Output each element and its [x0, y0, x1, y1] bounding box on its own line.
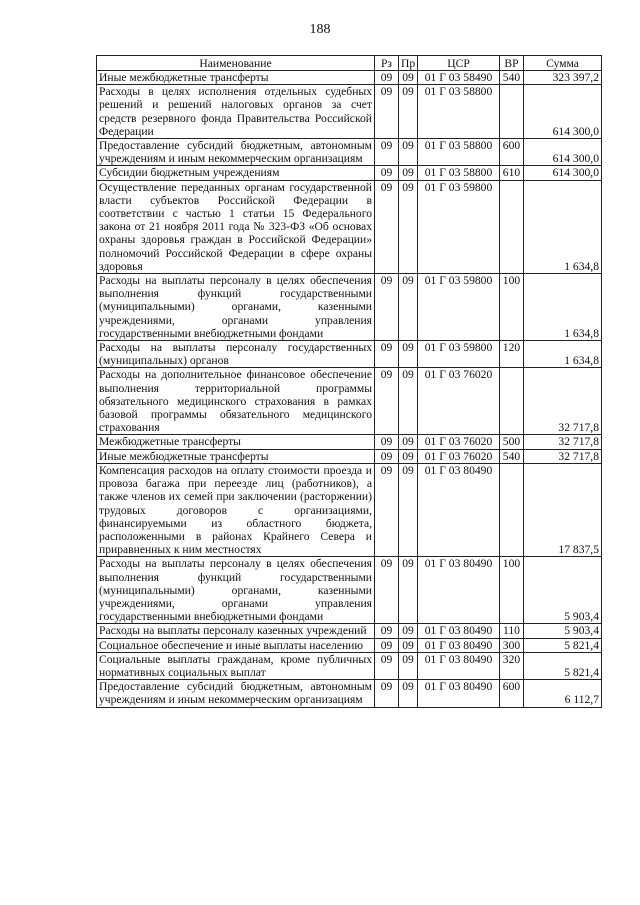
cell-name: Расходы на выплаты персоналу казенных учреждений: [97, 624, 375, 638]
table-row: [97, 274, 602, 341]
cell-vr: 600: [500, 680, 524, 707]
cell-pr: 09: [399, 652, 418, 679]
cell-sum: 32 717,8: [524, 449, 602, 463]
cell-name: Компенсация расходов на оплату стоимости проезда и провоза багажа при переезде лиц (работников), а также членов их семей при заключении (расторжении) трудовых договоров с организациями, финансируемыми из областного бюджета, расположенными в районах Крайнего Севера и приравненных к ним местностях: [97, 463, 375, 556]
cell-sum: 32 717,8: [524, 435, 602, 449]
cell-vr: 100: [500, 557, 524, 624]
cell-vr: 610: [500, 166, 524, 180]
cell-name: Социальные выплаты гражданам, кроме публичных нормативных социальных выплат: [97, 652, 375, 679]
table-row: [97, 680, 602, 707]
cell-name: Иные межбюджетные трансферты: [97, 449, 375, 463]
table-body: [97, 71, 602, 708]
cell-vr: 540: [500, 449, 524, 463]
header-pr: Пр: [399, 56, 418, 71]
header-rz: Рз: [375, 56, 399, 71]
cell-name: Расходы на дополнительное финансовое обеспечение выполнения территориальной программы обязательного медицинского страхования в рамках базовой программы обязательного медицинского страхования: [97, 368, 375, 435]
cell-csr: 01 Г 03 76020: [418, 449, 500, 463]
cell-csr: 01 Г 03 76020: [418, 368, 500, 435]
budget-table: [96, 55, 602, 708]
cell-pr: 09: [399, 368, 418, 435]
cell-vr: 540: [500, 71, 524, 85]
cell-pr: 09: [399, 680, 418, 707]
cell-sum: 17 837,5: [524, 463, 602, 556]
cell-rz: 09: [375, 274, 399, 341]
table-header-row: [97, 56, 602, 71]
cell-name: Межбюджетные трансферты: [97, 435, 375, 449]
table-row: [97, 85, 602, 139]
cell-pr: 09: [399, 341, 418, 368]
cell-pr: 09: [399, 71, 418, 85]
cell-vr: 110: [500, 624, 524, 638]
cell-sum: 614 300,0: [524, 139, 602, 166]
cell-name: Иные межбюджетные трансферты: [97, 71, 375, 85]
cell-csr: 01 Г 03 59800: [418, 274, 500, 341]
cell-name: Предоставление субсидий бюджетным, автономным учреждениям и иным некоммерческим организациям: [97, 139, 375, 166]
cell-rz: 09: [375, 180, 399, 273]
cell-rz: 09: [375, 624, 399, 638]
cell-rz: 09: [375, 449, 399, 463]
cell-pr: 09: [399, 85, 418, 139]
table-row: [97, 139, 602, 166]
header-name: Наименование: [97, 56, 375, 71]
cell-csr: 01 Г 03 58800: [418, 85, 500, 139]
table-row: [97, 652, 602, 679]
cell-name: Предоставление субсидий бюджетным, автономным учреждениям и иным некоммерческим организациям: [97, 680, 375, 707]
cell-rz: 09: [375, 638, 399, 652]
table-row: [97, 71, 602, 85]
cell-pr: 09: [399, 180, 418, 273]
cell-pr: 09: [399, 274, 418, 341]
table-row: [97, 166, 602, 180]
cell-pr: 09: [399, 166, 418, 180]
cell-rz: 09: [375, 85, 399, 139]
cell-vr: 600: [500, 139, 524, 166]
cell-csr: 01 Г 03 76020: [418, 435, 500, 449]
header-vr: ВР: [500, 56, 524, 71]
cell-csr: 01 Г 03 58800: [418, 166, 500, 180]
cell-pr: 09: [399, 624, 418, 638]
cell-vr: 120: [500, 341, 524, 368]
cell-vr: [500, 85, 524, 139]
cell-csr: 01 Г 03 80490: [418, 557, 500, 624]
cell-csr: 01 Г 03 80490: [418, 624, 500, 638]
header-csr: ЦСР: [418, 56, 500, 71]
cell-sum: 6 112,7: [524, 680, 602, 707]
cell-name: Расходы в целях исполнения отдельных судебных решений и решений налоговых органов за счет средств резервного фонда Правительства Российской Федерации: [97, 85, 375, 139]
cell-csr: 01 Г 03 80490: [418, 638, 500, 652]
cell-csr: 01 Г 03 80490: [418, 652, 500, 679]
cell-csr: 01 Г 03 58490: [418, 71, 500, 85]
cell-rz: 09: [375, 435, 399, 449]
cell-sum: 1 634,8: [524, 274, 602, 341]
table-row: [97, 180, 602, 273]
cell-csr: 01 Г 03 80490: [418, 680, 500, 707]
cell-csr: 01 Г 03 59800: [418, 180, 500, 273]
table-row: [97, 638, 602, 652]
cell-csr: 01 Г 03 59800: [418, 341, 500, 368]
cell-rz: 09: [375, 463, 399, 556]
cell-sum: 614 300,0: [524, 166, 602, 180]
cell-pr: 09: [399, 638, 418, 652]
page-number: 188: [309, 22, 331, 37]
cell-vr: 500: [500, 435, 524, 449]
cell-sum: 1 634,8: [524, 341, 602, 368]
cell-sum: 5 903,4: [524, 624, 602, 638]
cell-sum: 614 300,0: [524, 85, 602, 139]
cell-name: Осуществление переданных органам государственной власти субъектов Российской Федерации в соответствии с частью 1 статьи 15 Федерального закона от 21 ноября 2011 года № 323-ФЗ «Об основах охраны здоровья граждан в Российской Федерации» полномочий Российской Федерации в сфере охраны здоровья: [97, 180, 375, 273]
cell-pr: 09: [399, 463, 418, 556]
cell-vr: 100: [500, 274, 524, 341]
cell-rz: 09: [375, 652, 399, 679]
table-row: [97, 341, 602, 368]
cell-name: Расходы на выплаты персоналу в целях обеспечения выполнения функций государственными (муниципальными) органами, казенными учреждениями, органами управления государственными внебюджетными фондами: [97, 274, 375, 341]
cell-rz: 09: [375, 139, 399, 166]
cell-name: Расходы на выплаты персоналу государственных (муниципальных) органов: [97, 341, 375, 368]
table-row: [97, 463, 602, 556]
cell-vr: [500, 368, 524, 435]
cell-rz: 09: [375, 166, 399, 180]
table-row: [97, 368, 602, 435]
cell-vr: [500, 180, 524, 273]
table-row: [97, 557, 602, 624]
cell-sum: 5 903,4: [524, 557, 602, 624]
cell-pr: 09: [399, 435, 418, 449]
cell-sum: 5 821,4: [524, 638, 602, 652]
cell-rz: 09: [375, 368, 399, 435]
cell-pr: 09: [399, 139, 418, 166]
cell-sum: 323 397,2: [524, 71, 602, 85]
cell-name: Расходы на выплаты персоналу в целях обеспечения выполнения функций государственными (муниципальными) органами, казенными учреждениями, органами управления государственными внебюджетными фондами: [97, 557, 375, 624]
cell-name: Социальное обеспечение и иные выплаты населению: [97, 638, 375, 652]
header-sum: Сумма: [524, 56, 602, 71]
cell-sum: 5 821,4: [524, 652, 602, 679]
cell-vr: 320: [500, 652, 524, 679]
cell-csr: 01 Г 03 58800: [418, 139, 500, 166]
cell-name: Субсидии бюджетным учреждениям: [97, 166, 375, 180]
table-row: [97, 624, 602, 638]
cell-csr: 01 Г 03 80490: [418, 463, 500, 556]
cell-rz: 09: [375, 557, 399, 624]
cell-vr: 300: [500, 638, 524, 652]
table-row: [97, 435, 602, 449]
cell-sum: 1 634,8: [524, 180, 602, 273]
cell-rz: 09: [375, 341, 399, 368]
cell-vr: [500, 463, 524, 556]
cell-pr: 09: [399, 557, 418, 624]
cell-sum: 32 717,8: [524, 368, 602, 435]
cell-rz: 09: [375, 71, 399, 85]
cell-rz: 09: [375, 680, 399, 707]
table-row: [97, 449, 602, 463]
cell-pr: 09: [399, 449, 418, 463]
